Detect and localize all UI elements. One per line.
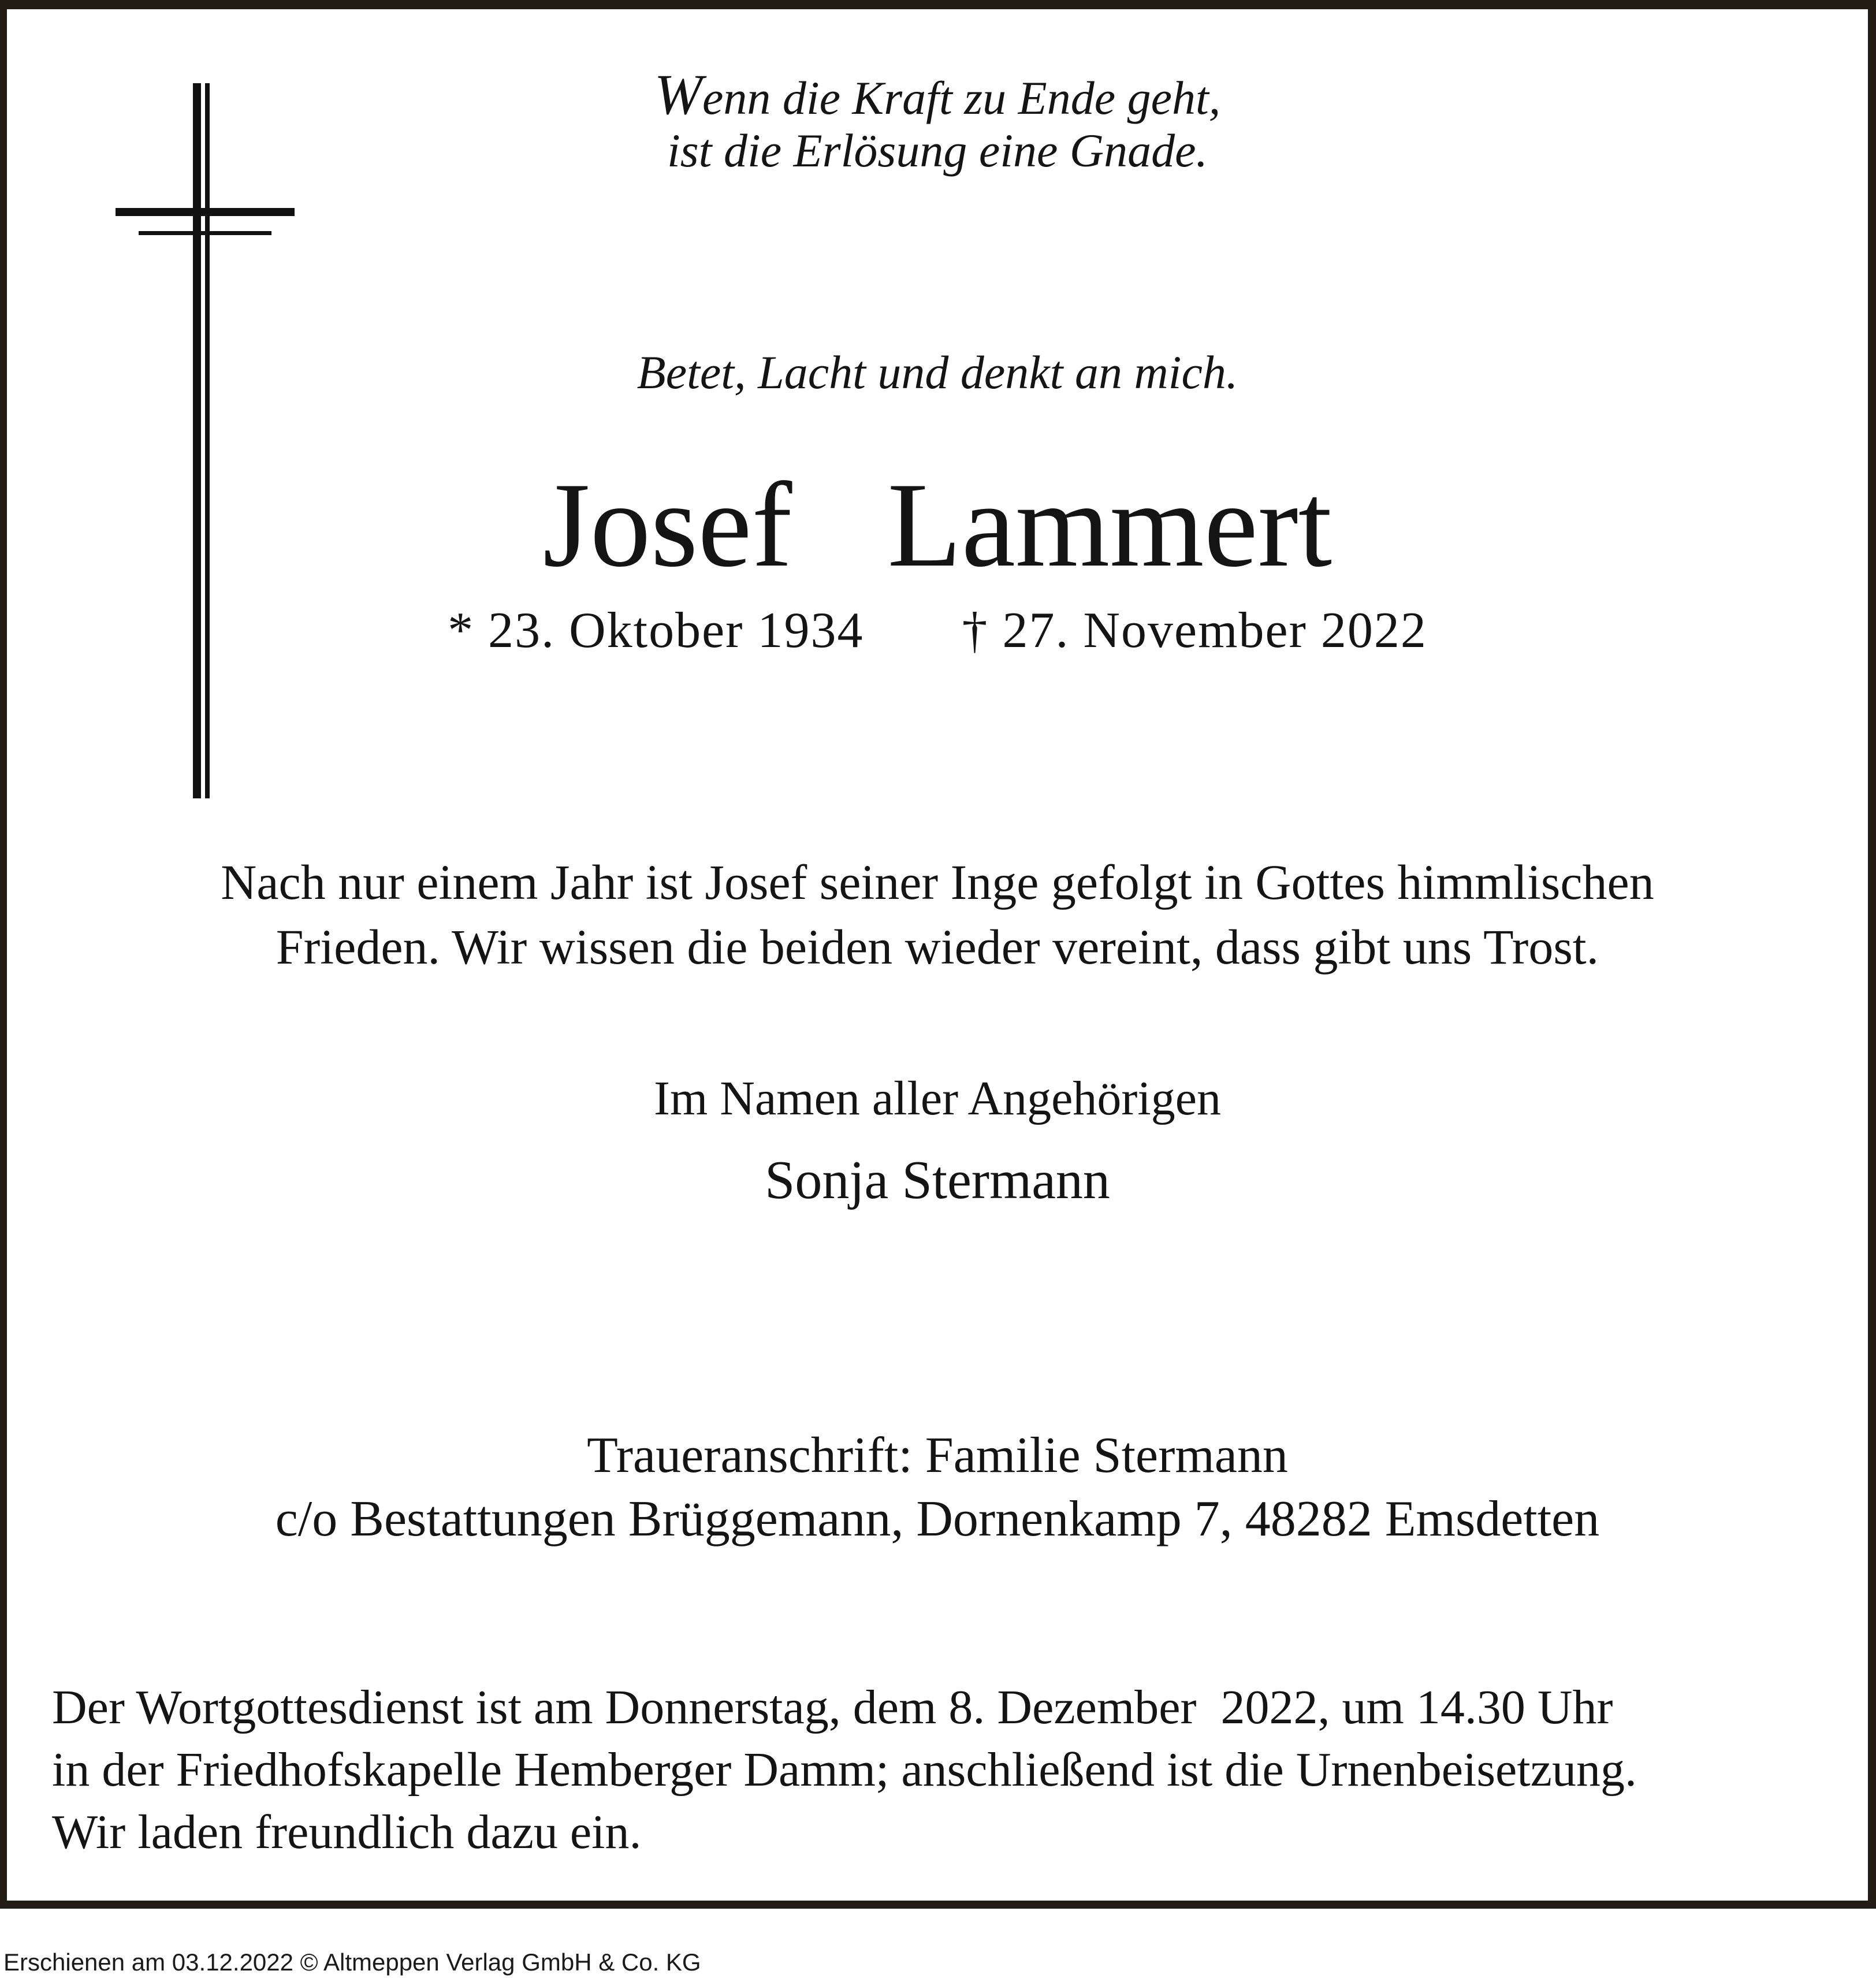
- service-line-2: in der Friedhofskapelle Hemberger Damm; anschließend ist die Urnenbeisetzung.: [52, 1743, 1637, 1797]
- signature-name: Sonja Stermann: [765, 1150, 1110, 1210]
- service-line-1: Der Wortgottesdienst ist am Donnerstag, dem 8. Dezember 2022, um 14.30 Uhr: [52, 1680, 1613, 1734]
- deceased-name: Josef Lammert: [542, 458, 1332, 592]
- address-line-1: Traueranschrift: Familie Stermann: [587, 1427, 1288, 1484]
- message-line-1: Nach nur einem Jahr ist Josef seiner Inge gefolgt in Gottes himmlischen: [221, 854, 1654, 910]
- birth-date: * 23. Oktober 1934: [448, 603, 864, 659]
- publication-footer: Erschienen am 03.12.2022 © Altmeppen Verlag GmbH & Co. KG: [3, 1949, 701, 1976]
- motto-line-2: ist die Erlösung eine Gnade.: [667, 124, 1208, 177]
- quote: Betet, Lacht und denkt an mich.: [636, 346, 1238, 399]
- life-dates: [7, 603, 1868, 659]
- signature-intro: Im Namen aller Angehörigen: [654, 1072, 1221, 1125]
- message-line-2: Frieden. Wir wissen die beiden wieder vereint, dass gibt uns Trost.: [276, 919, 1599, 975]
- motto-line-1: Wenn die Kraft zu Ende geht,: [654, 62, 1221, 127]
- service-line-3: Wir laden freundlich dazu ein.: [52, 1805, 642, 1859]
- death-date: † 27. November 2022: [962, 603, 1427, 659]
- address-line-2: c/o Bestattungen Brüggemann, Dornenkamp 7, 48282 Emsdetten: [275, 1491, 1600, 1547]
